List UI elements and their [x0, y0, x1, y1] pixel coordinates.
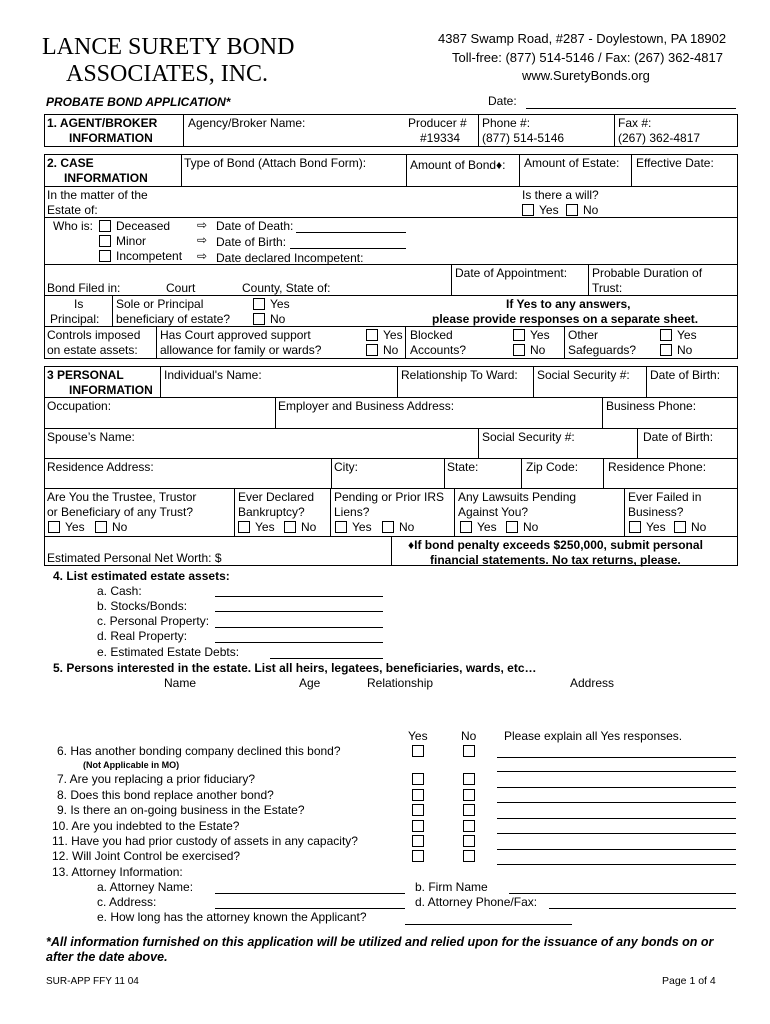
attorney-phone-label: d. Attorney Phone/Fax:: [415, 895, 538, 909]
spouse-dob-label: Date of Birth:: [643, 430, 714, 444]
irs-liens-label-2: Liens?: [334, 505, 370, 519]
trustee-question-label-2: or Beneficiary of any Trust?: [47, 505, 194, 519]
blocked-yes-label: Yes: [530, 328, 550, 342]
failed-no-label: No: [691, 520, 707, 534]
incompetent-label: Incompetent: [116, 249, 183, 263]
section3-title: 3 PERSONAL: [47, 368, 124, 382]
date-label: Date:: [488, 94, 517, 108]
estate-debts-field[interactable]: [270, 658, 383, 659]
q11-explain-field[interactable]: [497, 849, 736, 850]
lawsuits-no-checkbox[interactable]: [506, 521, 518, 533]
failed-no-checkbox[interactable]: [674, 521, 686, 533]
attorney-name-field[interactable]: [215, 893, 405, 894]
yes-answers-note: If Yes to any answers,: [506, 297, 631, 311]
lawsuits-label: Any Lawsuits Pending: [458, 490, 577, 504]
producer-label: Producer #: [408, 116, 467, 130]
q9-explain-field[interactable]: [497, 818, 736, 819]
dob-label: Date of Birth:: [650, 368, 721, 382]
matter-of-label: In the matter of the: [47, 188, 148, 202]
bond-type-label: Type of Bond (Attach Bond Form):: [184, 156, 367, 170]
will-no-checkbox[interactable]: [566, 204, 578, 216]
irs-liens-label: Pending or Prior IRS: [334, 490, 445, 504]
blocked-no-checkbox[interactable]: [513, 344, 525, 356]
question-13: 13. Attorney Information:: [52, 865, 183, 879]
deceased-checkbox[interactable]: [99, 220, 111, 232]
q11-yes-checkbox[interactable]: [412, 835, 424, 847]
safeguards-yes-checkbox[interactable]: [660, 329, 672, 341]
beneficiary-estate-label: beneficiary of estate?: [116, 312, 231, 326]
probable-duration-label-2: Trust:: [592, 281, 623, 295]
will-yes-checkbox[interactable]: [522, 204, 534, 216]
minor-checkbox[interactable]: [99, 235, 111, 247]
state-label: State:: [447, 460, 479, 474]
phone-value: (877) 514-5146: [482, 131, 565, 145]
principal-label: Principal:: [50, 312, 100, 326]
name-column-header: Name: [164, 676, 197, 690]
penalty-note-2: financial statements. No tax returns, please.: [430, 553, 681, 567]
form-code: SUR-APP FFY 11 04: [46, 976, 139, 987]
date-of-death-field[interactable]: [296, 232, 406, 233]
form-title: PROBATE BOND APPLICATION*: [46, 95, 231, 109]
page-number: Page 1 of 4: [662, 975, 716, 987]
lawsuits-yes-checkbox[interactable]: [460, 521, 472, 533]
q8-explain-field[interactable]: [497, 802, 736, 803]
bankruptcy-no-label: No: [301, 520, 317, 534]
section3-subtitle: INFORMATION: [69, 383, 153, 397]
net-worth-label: Estimated Personal Net Worth: $: [47, 551, 222, 565]
individual-name-label: Individual's Name:: [164, 368, 262, 382]
question-9: 9. Is there an on-going business in the Estate?: [57, 803, 305, 817]
q10-yes-checkbox[interactable]: [412, 820, 424, 832]
explain-column-header: Please explain all Yes responses.: [504, 729, 683, 743]
section2-title: 2. CASE: [47, 156, 94, 170]
court-approved-no-label: No: [383, 343, 399, 357]
trustee-no-checkbox[interactable]: [95, 521, 107, 533]
trustee-yes-label: Yes: [65, 520, 85, 534]
blocked-accounts-label-2: Accounts?: [410, 343, 467, 357]
stocks-bonds-label: b. Stocks/Bonds:: [97, 599, 188, 613]
arrow-right-icon: ⇨: [197, 249, 208, 263]
relationship-to-ward-label: Relationship To Ward:: [401, 368, 518, 382]
estate-of-label: Estate of:: [47, 203, 98, 217]
phone-label: Phone #:: [482, 116, 531, 130]
arrow-right-icon: ⇨: [197, 218, 208, 232]
failed-yes-label: Yes: [646, 520, 666, 534]
q9-no-checkbox[interactable]: [463, 804, 475, 816]
court-approved-yes-label: Yes: [383, 328, 403, 342]
age-column-header: Age: [299, 676, 321, 690]
probable-duration-label: Probable Duration of: [592, 266, 703, 280]
q8-no-checkbox[interactable]: [463, 789, 475, 801]
stocks-bonds-field[interactable]: [215, 611, 383, 612]
ssn-label: Social Security #:: [537, 368, 630, 382]
arrow-right-icon: ⇨: [197, 233, 208, 247]
company-phone-fax: Toll-free: (877) 514-5146 / Fax: (267) 362-4817: [452, 50, 723, 65]
personal-property-label: c. Personal Property:: [97, 614, 210, 628]
cash-label: a. Cash:: [97, 584, 142, 598]
no-column-header: No: [461, 729, 477, 743]
company-name-line1: LANCE SURETY BOND: [42, 34, 295, 60]
other-safeguards-label-2: Safeguards?: [568, 343, 637, 357]
irs-yes-label: Yes: [352, 520, 372, 534]
date-field[interactable]: [526, 108, 736, 109]
bankruptcy-label: Ever Declared: [238, 490, 315, 504]
footer-disclaimer: *All information furnished on this application will be utilized and relied upon for the issuance of any bonds on or: [46, 935, 714, 949]
zip-code-label: Zip Code:: [526, 460, 579, 474]
fax-value: (267) 362-4817: [618, 131, 701, 145]
court-approved-yes-checkbox[interactable]: [366, 329, 378, 341]
q12-yes-checkbox[interactable]: [412, 850, 424, 862]
incompetent-checkbox[interactable]: [99, 250, 111, 262]
spouse-ssn-label: Social Security #:: [482, 430, 575, 444]
attorney-known-label: e. How long has the attorney known the Applicant?: [97, 910, 367, 924]
minor-label: Minor: [116, 234, 147, 248]
question-8: 8. Does this bond replace another bond?: [57, 788, 274, 802]
will-question-label: Is there a will?: [522, 188, 599, 202]
attorney-address-field[interactable]: [215, 908, 405, 909]
attorney-name-label: a. Attorney Name:: [97, 880, 194, 894]
company-website: www.SuretyBonds.org: [522, 68, 650, 83]
attorney-phone-field[interactable]: [549, 908, 736, 909]
firm-name-field[interactable]: [509, 893, 736, 894]
q7-explain-field[interactable]: [497, 787, 736, 788]
question-11: 11. Have you had prior custody of assets in any capacity?: [52, 834, 358, 848]
court-approved-label-2: allowance for family or wards?: [160, 343, 322, 357]
failed-yes-checkbox[interactable]: [629, 521, 641, 533]
trustee-no-label: No: [112, 520, 128, 534]
date-of-death-label: Date of Death:: [216, 219, 294, 233]
blocked-accounts-label: Blocked: [410, 328, 453, 342]
amount-of-estate-label: Amount of Estate:: [524, 156, 620, 170]
question-7: 7. Are you replacing a prior fiduciary?: [57, 772, 256, 786]
residence-phone-label: Residence Phone:: [608, 460, 707, 474]
court-label: Court: [166, 281, 196, 295]
bankruptcy-yes-label: Yes: [255, 520, 275, 534]
residence-address-label: Residence Address:: [47, 460, 154, 474]
footer-disclaimer-2: after the date above.: [46, 950, 168, 964]
yes-column-header: Yes: [408, 729, 428, 743]
lawsuits-yes-label: Yes: [477, 520, 497, 534]
cash-field[interactable]: [215, 596, 383, 597]
controls-imposed-label-2: on estate assets:: [47, 343, 138, 357]
who-is-label: Who is:: [53, 219, 94, 233]
failed-business-label: Ever Failed in: [628, 490, 702, 504]
q6-explain-field[interactable]: [497, 757, 736, 758]
agency-name-label: Agency/Broker Name:: [188, 116, 306, 130]
principal-no-checkbox[interactable]: [253, 313, 265, 325]
lawsuits-no-label: No: [523, 520, 539, 534]
section2-subtitle: INFORMATION: [64, 171, 148, 185]
principal-yes-checkbox[interactable]: [253, 298, 265, 310]
personal-property-field[interactable]: [215, 627, 383, 628]
section5-title: 5. Persons interested in the estate. List all heirs, legatees, beneficiaries, wards, etc…: [53, 661, 537, 675]
yes-answers-note-2: please provide responses on a separate sheet.: [432, 312, 699, 326]
principal-yes-label: Yes: [270, 297, 290, 311]
real-property-field[interactable]: [215, 642, 383, 643]
is-label: Is: [74, 297, 84, 311]
effective-date-label: Effective Date:: [636, 156, 714, 170]
blocked-no-label: No: [530, 343, 546, 357]
q6-no-checkbox[interactable]: [463, 745, 475, 757]
date-of-birth-label: Date of Birth:: [216, 235, 287, 249]
principal-no-label: No: [270, 312, 286, 326]
fax-label: Fax #:: [618, 116, 652, 130]
safeguards-no-label: No: [677, 343, 693, 357]
section4-title: 4. List estimated estate assets:: [53, 569, 230, 583]
amount-of-bond-label: Amount of Bond♦:: [410, 158, 506, 172]
city-label: City:: [334, 460, 358, 474]
irs-yes-checkbox[interactable]: [335, 521, 347, 533]
bankruptcy-yes-checkbox[interactable]: [238, 521, 250, 533]
firm-name-label: b. Firm Name: [415, 880, 488, 894]
attorney-known-field[interactable]: [405, 924, 572, 925]
deceased-label: Deceased: [116, 219, 171, 233]
court-approved-no-checkbox[interactable]: [366, 344, 378, 356]
safeguards-no-checkbox[interactable]: [660, 344, 672, 356]
court-approved-label: Has Court approved support: [160, 328, 311, 342]
trustee-yes-checkbox[interactable]: [48, 521, 60, 533]
irs-no-checkbox[interactable]: [382, 521, 394, 533]
company-address: 4387 Swamp Road, #287 - Doylestown, PA 18902: [438, 31, 727, 46]
question-6-note: (Not Applicable in MO): [83, 760, 180, 770]
address-column-header: Address: [570, 676, 615, 690]
relationship-column-header: Relationship: [367, 676, 434, 690]
q8-yes-checkbox[interactable]: [412, 789, 424, 801]
attorney-address-label: c. Address:: [97, 895, 157, 909]
sole-principal-label: Sole or Principal: [116, 297, 204, 311]
q6-explain-field-2[interactable]: [497, 771, 736, 772]
irs-no-label: No: [399, 520, 415, 534]
q12-explain-field[interactable]: [497, 864, 736, 865]
will-no-label: No: [583, 203, 599, 217]
trustee-question-label: Are You the Trustee, Trustor: [47, 490, 197, 504]
question-12: 12. Will Joint Control be exercised?: [52, 849, 241, 863]
q11-no-checkbox[interactable]: [463, 835, 475, 847]
q10-no-checkbox[interactable]: [463, 820, 475, 832]
section1-subtitle: INFORMATION: [69, 131, 153, 145]
bond-filed-label: Bond Filed in:: [47, 281, 121, 295]
q9-yes-checkbox[interactable]: [412, 804, 424, 816]
question-10: 10. Are you indebted to the Estate?: [52, 819, 240, 833]
spouse-name-label: Spouse’s Name:: [47, 430, 135, 444]
q12-no-checkbox[interactable]: [463, 850, 475, 862]
blocked-yes-checkbox[interactable]: [513, 329, 525, 341]
bankruptcy-label-2: Bankruptcy?: [238, 505, 305, 519]
date-incompetent-label: Date declared Incompetent:: [216, 251, 364, 265]
q7-yes-checkbox[interactable]: [412, 773, 424, 785]
business-phone-label: Business Phone:: [606, 399, 697, 413]
company-name-line2: ASSOCIATES, INC.: [66, 61, 269, 87]
lawsuits-label-2: Against You?: [458, 505, 529, 519]
estate-debts-label: e. Estimated Estate Debts:: [97, 645, 240, 659]
q7-no-checkbox[interactable]: [463, 773, 475, 785]
real-property-label: d. Real Property:: [97, 629, 188, 643]
employer-address-label: Employer and Business Address:: [278, 399, 455, 413]
will-yes-label: Yes: [539, 203, 559, 217]
bankruptcy-no-checkbox[interactable]: [284, 521, 296, 533]
failed-business-label-2: Business?: [628, 505, 684, 519]
q10-explain-field[interactable]: [497, 833, 736, 834]
section1-title: 1. AGENT/BROKER: [47, 116, 158, 130]
safeguards-yes-label: Yes: [677, 328, 697, 342]
occupation-label: Occupation:: [47, 399, 112, 413]
county-state-label: County, State of:: [242, 281, 331, 295]
date-of-appointment-label: Date of Appointment:: [455, 266, 568, 280]
q6-yes-checkbox[interactable]: [412, 745, 424, 757]
question-6: 6. Has another bonding company declined this bond?: [57, 744, 341, 758]
other-safeguards-label: Other: [568, 328, 599, 342]
date-of-birth-field[interactable]: [290, 248, 406, 249]
producer-value: #19334: [420, 131, 461, 145]
penalty-note: ♦If bond penalty exceeds $250,000, submit personal: [408, 538, 703, 552]
controls-imposed-label: Controls imposed: [47, 328, 141, 342]
